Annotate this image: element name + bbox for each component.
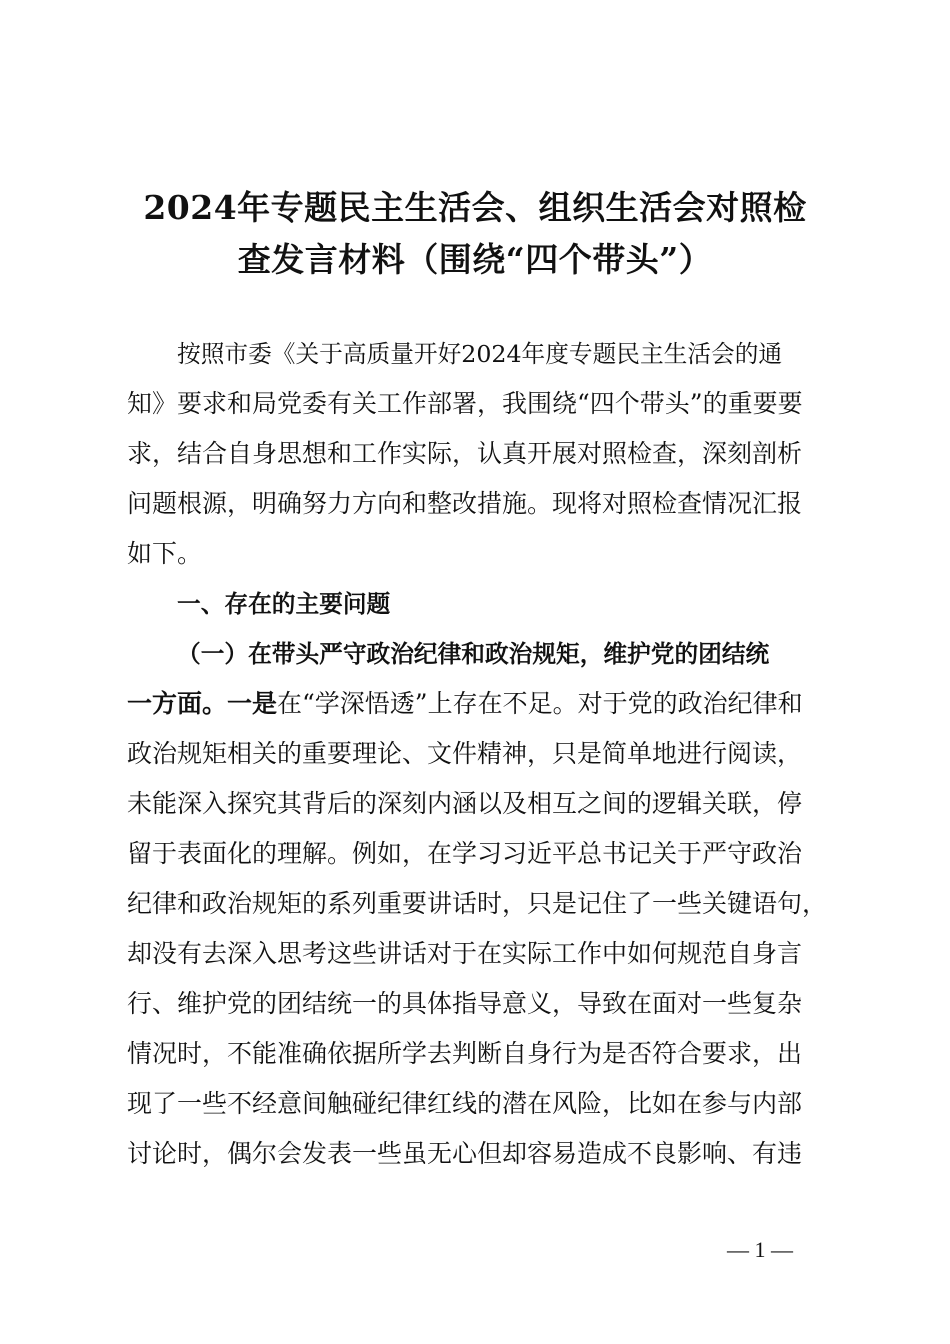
paragraph-line-3: 留于表面化的理解。例如，在学习习近平总书记关于严守政治 [127, 839, 803, 868]
intro-line-5: 如下。 [127, 539, 203, 568]
paragraph-line-9: 讨论时，偶尔会发表一些虽无心但却容易造成不良影响、有违 [127, 1139, 803, 1168]
paragraph-line-4: 纪律和政治规矩的系列重要讲话时，只是记住了一些关键语句， [127, 889, 828, 918]
paragraph-line-8: 现了一些不经意间触碰纪律红线的潜在风险，比如在参与内部 [127, 1089, 803, 1118]
subsection-line-2 [127, 684, 837, 724]
intro-line-3: 求，结合自身思想和工作实际，认真开展对照检查，深刻剖析 [127, 439, 803, 468]
paragraph-line-6: 行、维护党的团结统一的具体指导意义，导致在面对一些复杂 [127, 989, 803, 1018]
subsection-heading-line-1: （一）在带头严守政治纪律和政治规矩，维护党的团结统 [177, 640, 770, 668]
paragraph-line-1: 政治规矩相关的重要理论、文件精神，只是简单地进行阅读， [127, 739, 803, 768]
intro-line-1: 按照市委《关于高质量开好2024年度专题民主生活会的通 [177, 340, 783, 368]
document-title-line-1: 2024年专题民主生活会、组织生活会对照检 [143, 188, 807, 227]
subsection-heading-tail: 一方面。一是 [127, 689, 278, 718]
intro-line-2: 知》要求和局党委有关工作部署，我围绕“四个带头”的重要要 [127, 389, 803, 418]
section-heading: 一、存在的主要问题 [177, 590, 391, 618]
subsection-line-2-text: 在“学深悟透”上存在不足。对于党的政治纪律和 [277, 689, 803, 718]
intro-line-4: 问题根源，明确努力方向和整改措施。现将对照检查情况汇报 [127, 489, 803, 518]
paragraph-line-5: 却没有去深入思考这些讲话对于在实际工作中如何规范自身言 [127, 939, 803, 968]
paragraph-line-2: 未能深入探究其背后的深刻内涵以及相互之间的逻辑关联，停 [127, 789, 803, 818]
page-number: — 1 — [727, 1237, 793, 1262]
document-title-line-2: 查发言材料（围绕“四个带头”） [237, 240, 713, 279]
paragraph-line-7: 情况时，不能准确依据所学去判断自身行为是否符合要求，出 [127, 1039, 803, 1068]
